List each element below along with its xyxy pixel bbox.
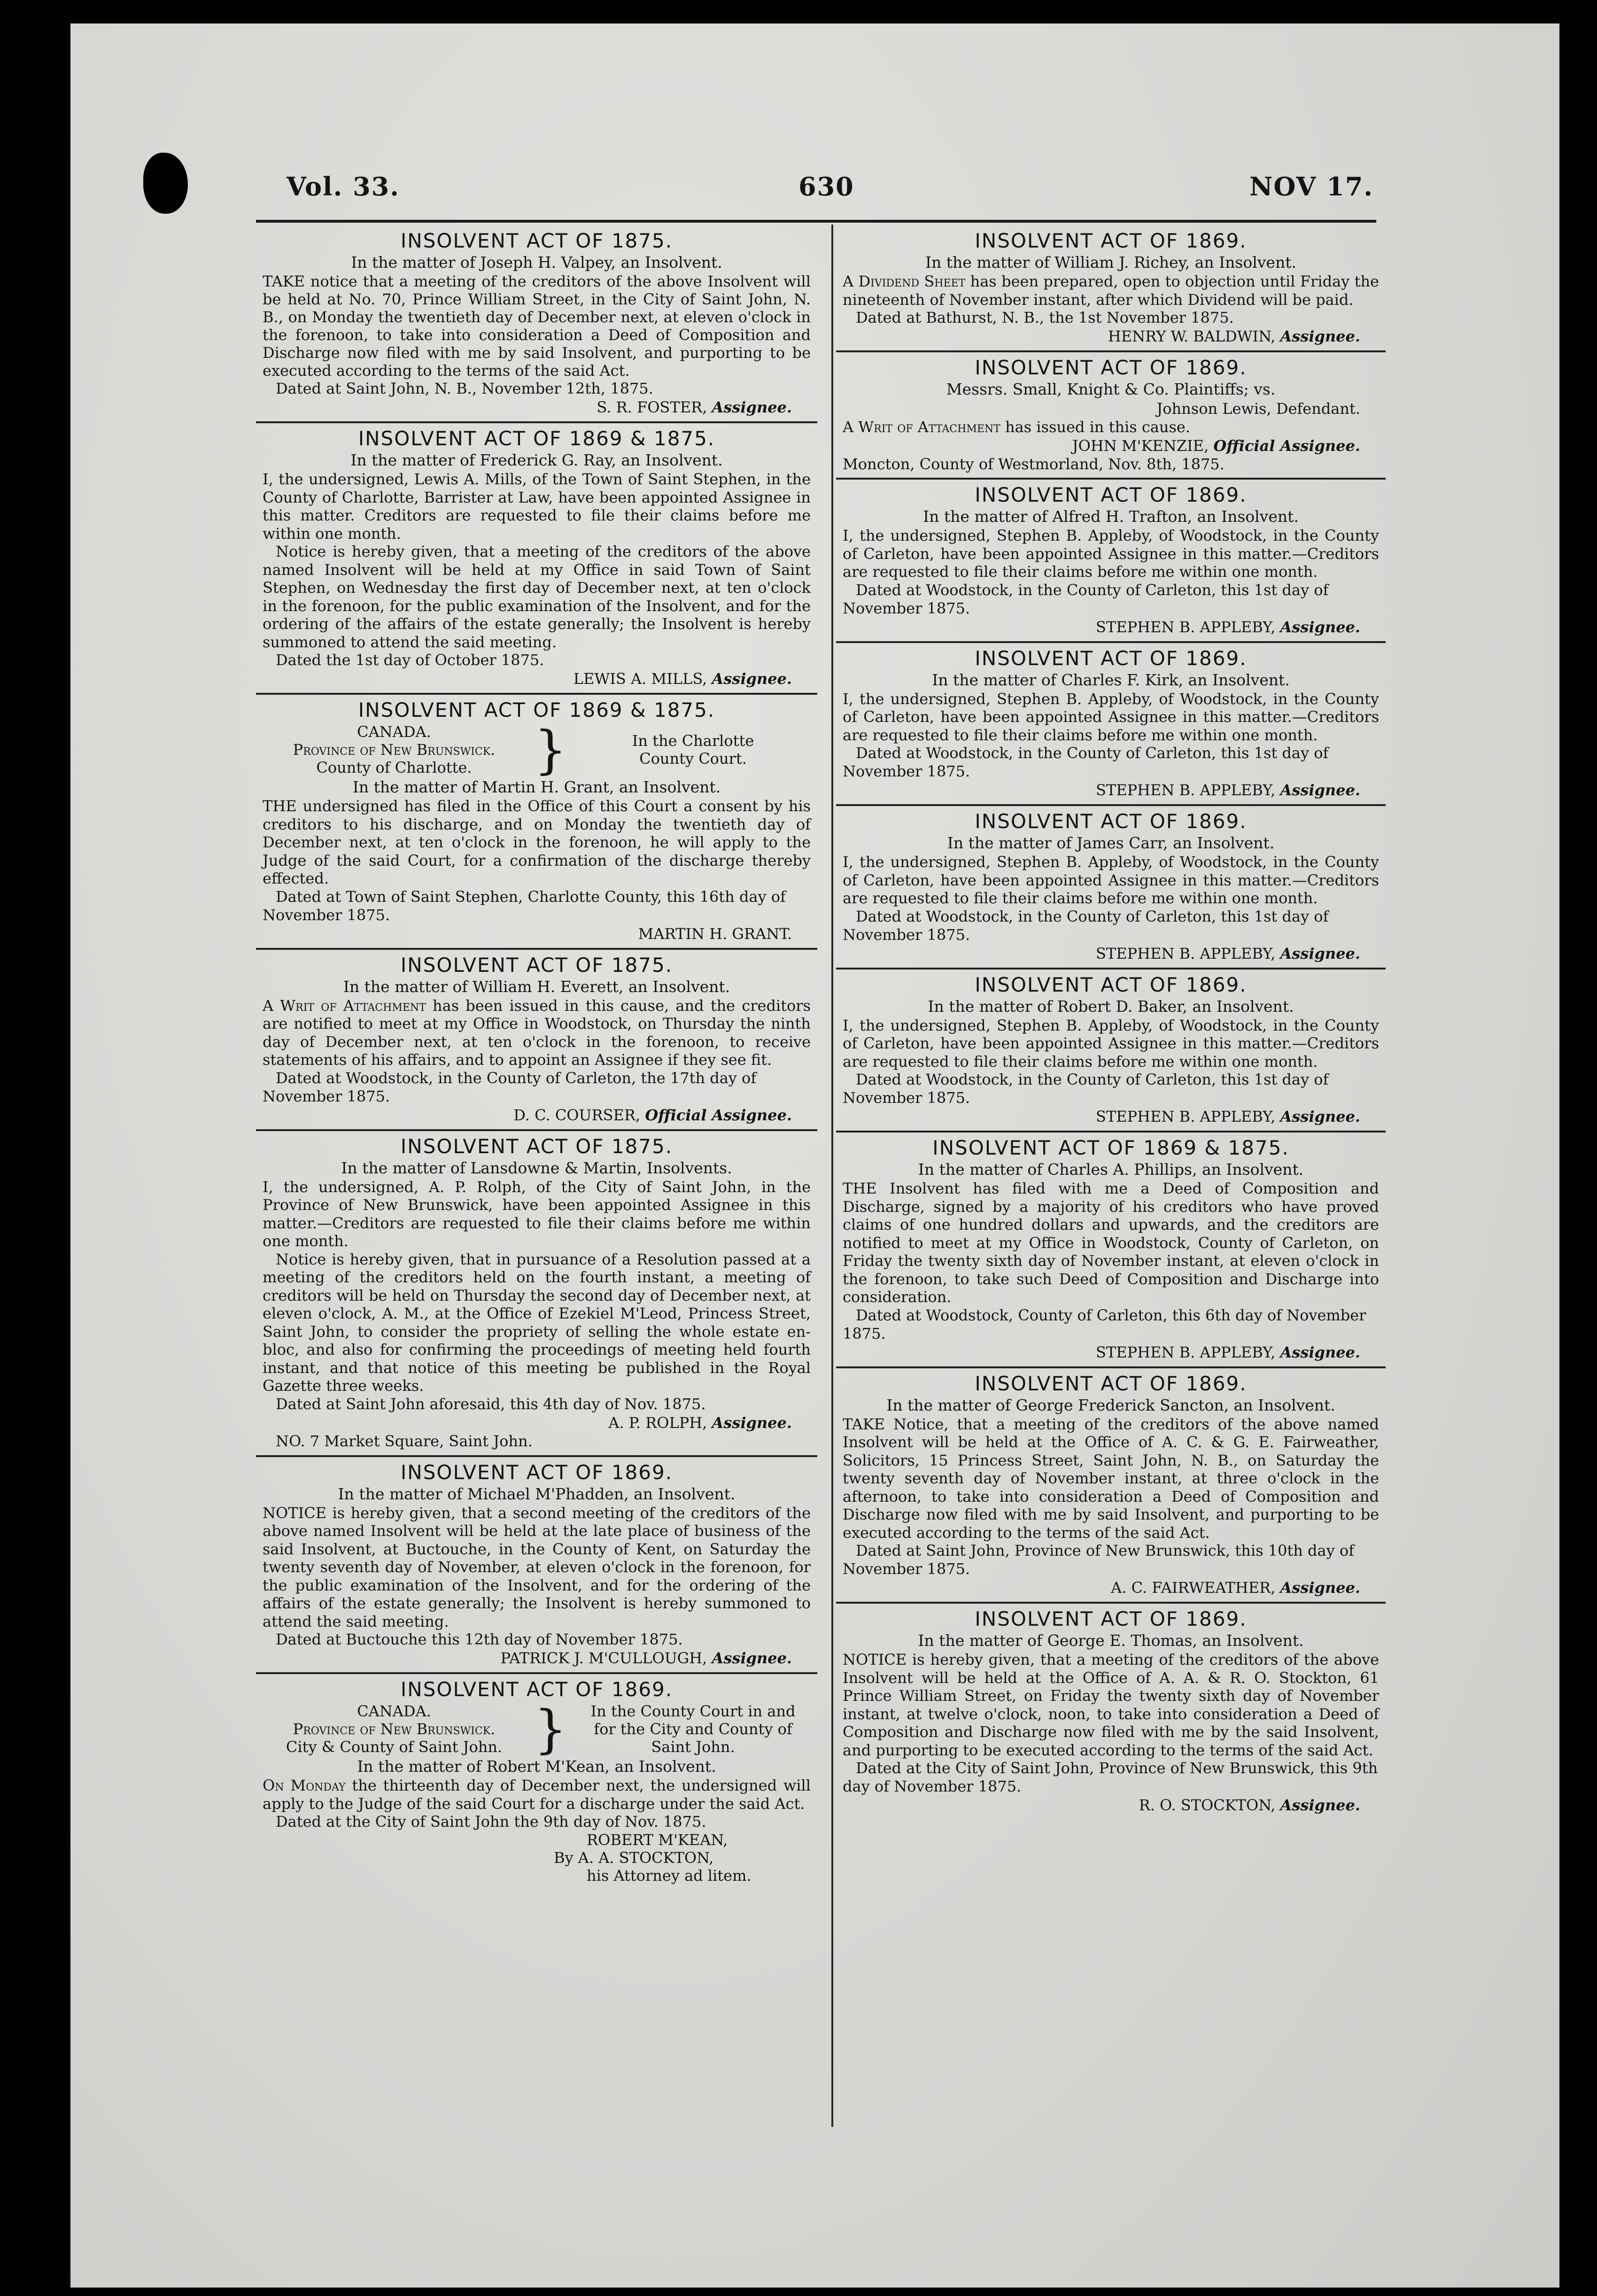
- notice-everett: [256, 950, 817, 1131]
- court-name: In the Charlotte: [632, 732, 754, 750]
- notice-text: NOTICE is hereby given, that a second meeting of the creditors of the above named Insolvent will be held at the late place of business of the said Insolvent, at Buctouche, in the County of Kent, on Saturday the twenty seventh day of November, at eleven o'clock in the forenoon, for the public examination of the Insolvent, and for the ordering of the affairs of the estate generally; the Insolvent is hereby summoned to attend the said meeting.: [263, 1504, 811, 1630]
- notice-matter: In the matter of James Carr, an Insolvent.: [947, 834, 1275, 852]
- notice-title: INSOLVENT ACT OF 1869.: [975, 356, 1247, 379]
- notice-title: INSOLVENT ACT OF 1869.: [975, 1372, 1247, 1395]
- notice-signature: STEPHEN B. APPLEBY, Assignee.: [1095, 781, 1360, 799]
- notice-dated: Dated at Saint John, N. B., November 12th, 1875.: [276, 380, 653, 397]
- notice-title: INSOLVENT ACT OF 1875.: [400, 229, 673, 252]
- binding-hole: [143, 153, 188, 214]
- notice-title: INSOLVENT ACT OF 1869.: [975, 1607, 1247, 1630]
- notice-dated: Dated at the City of Saint John, Province of New Brunswick, this 9th day of November 1875.: [843, 1759, 1378, 1795]
- notice-text: A Writ of Attachment has been issued in this cause, and the creditors are notified to meet at my Office in Woodstock, on Thursday the ninth day of December next, at ten o'clock in the forenoon, to receive statements of his affairs, and to appoint an Assignee if they see fit.: [263, 996, 811, 1069]
- notice-matter: In the matter of William H. Everett, an Insolvent.: [343, 977, 730, 996]
- notice-phillips: [836, 1132, 1386, 1368]
- notice-signature: R. O. STOCKTON, Assignee.: [1139, 1796, 1360, 1814]
- notice-text: THE undersigned has filed in the Office of this Court a consent by his creditors to his discharge, and on Monday the twentieth day of December next, at ten o'clock in the forenoon, he will apply to the Judge of the said Court, for a confirmation of the discharge thereby effected.: [263, 797, 811, 887]
- notice-mphadden: [256, 1457, 817, 1675]
- court-name: In the County Court in and: [590, 1702, 796, 1720]
- notice-signature: PATRICK J. M'CULLOUGH, Assignee.: [500, 1649, 792, 1667]
- notice-title: INSOLVENT ACT OF 1869.: [400, 1460, 673, 1484]
- notice-text: I, the undersigned, A. P. Rolph, of the City of Saint John, in the Province of New Brunswick, have been appointed Assignee in this matter.—Creditors are requested to file their claims before me within one month.: [263, 1178, 811, 1250]
- brace-glyph: }: [534, 720, 567, 780]
- notice-dated: Dated at Woodstock, County of Carleton, this 6th day of November 1875.: [843, 1306, 1366, 1342]
- notice-signature: D. C. COURSER, Official Assignee.: [513, 1106, 792, 1124]
- notice-matter: In the matter of Michael M'Phadden, an Insolvent.: [338, 1484, 736, 1503]
- court-name: Saint John.: [651, 1738, 735, 1756]
- notice-signature: [554, 1831, 811, 1885]
- notice-trafton: [836, 480, 1386, 643]
- notice-title: INSOLVENT ACT OF 1869.: [400, 1678, 673, 1701]
- notice-title: INSOLVENT ACT OF 1869.: [975, 483, 1247, 506]
- court-country: CANADA.: [357, 1702, 431, 1720]
- notice-matter: In the matter of Charles F. Kirk, an Insolvent.: [932, 670, 1290, 689]
- notice-signature: A. C. FAIRWEATHER, Assignee.: [1111, 1579, 1360, 1597]
- notice-text: I, the undersigned, Stephen B. Appleby, of Woodstock, in the County of Carleton, have been appointed Assignee in this matter.—Creditors are requested to file their claims before me within one month.: [843, 690, 1379, 744]
- notice-title: INSOLVENT ACT OF 1869.: [975, 646, 1247, 670]
- notice-valpey: [256, 225, 817, 423]
- notice-matter: In the matter of George Frederick Sancton, an Insolvent.: [886, 1396, 1335, 1414]
- signer-capacity: his Attorney ad litem.: [587, 1867, 752, 1885]
- notice-signature: LEWIS A. MILLS, Assignee.: [573, 670, 792, 688]
- notice-text: TAKE Notice, that a meeting of the creditors of the above named Insolvent will be held at the Office of A. C. & G. E. Fairweather, Solicitors, 15 Princess Street, Saint John, N. B., on Saturday the twenty seventh day of November instant, at three o'clock in the afternoon, to take into consideration a Deed of Composition and Discharge now filed with me by said Insolvent, and purporting to be executed according to the terms of the said Act.: [843, 1415, 1379, 1542]
- notice-signature: STEPHEN B. APPLEBY, Assignee.: [1095, 944, 1360, 962]
- header-rule: [256, 220, 1376, 223]
- notice-title: INSOLVENT ACT OF 1869 & 1875.: [932, 1136, 1289, 1159]
- notice-dated: Dated at Woodstock, in the County of Carleton, the 17th day of November 1875.: [263, 1069, 757, 1105]
- notice-signature: S. R. FOSTER, Assignee.: [597, 398, 792, 416]
- notice-text-2: Notice is hereby given, that a meeting of the creditors of the above named Insolvent will be held at my Office in said Town of Saint Stephen, on Wednesday the first day of December next, at ten o'clock in the forenoon, for the public examination of the Insolvent, and for the ordering of the affairs of the estate generally; the Insolvent is hereby summoned to attend the said meeting.: [263, 543, 811, 651]
- court-country: CANADA.: [357, 723, 431, 741]
- court-county: City & County of Saint John.: [286, 1738, 503, 1756]
- brace-glyph: }: [534, 1699, 567, 1759]
- notice-text: THE Insolvent has filed with me a Deed of Composition and Discharge, signed by a majority of his creditors who have proved claims of one hundred dollars and upwards, and the creditors are notified to meet at my Office in Woodstock, County of Carleton, on Friday the twenty sixth day of November instant, at eleven o'clock in the forenoon, to take such Deed of Composition and Discharge into consideration.: [843, 1179, 1379, 1306]
- notice-text: I, the undersigned, Stephen B. Appleby, of Woodstock, in the County of Carleton, have been appointed Assignee in this matter.—Creditors are requested to file their claims before me within one month.: [843, 527, 1379, 581]
- column-rule: [831, 225, 833, 2127]
- notice-sancton: [836, 1368, 1386, 1604]
- notice-address: NO. 7 Market Square, Saint John.: [276, 1432, 533, 1450]
- notice-text-2: Notice is hereby given, that in pursuance of a Resolution passed at a meeting of the creditors held on the fourth instant, a meeting of creditors will be held on Thursday the second day of December next, at eleven o'clock, A. M., at the Office of Ezekiel M'Leod, Princess Street, Saint John, to consider the propriety of selling the whole estate en-bloc, and also for confirming the proceedings of meeting held fourth instant, and that notice of this meeting be published in the Royal Gazette three weeks.: [263, 1250, 811, 1395]
- notice-mkean: [256, 1674, 817, 1889]
- notice-title: INSOLVENT ACT OF 1869.: [975, 810, 1247, 833]
- notice-signature: HENRY W. BALDWIN, Assignee.: [1108, 327, 1360, 345]
- notice-matter: In the matter of Martin H. Grant, an Insolvent.: [352, 778, 721, 796]
- volume-label: Vol. 33.: [287, 171, 400, 202]
- notice-title: INSOLVENT ACT OF 1869.: [975, 229, 1247, 252]
- notice-signature: STEPHEN B. APPLEBY, Assignee.: [1095, 1343, 1360, 1361]
- notice-matter: In the matter of Charles A. Phillips, an Insolvent.: [918, 1160, 1304, 1179]
- notice-dated: Dated at the City of Saint John the 9th day of Nov. 1875.: [276, 1813, 706, 1831]
- notice-matter: In the matter of George E. Thomas, an Insolvent.: [918, 1631, 1304, 1650]
- notice-text: A Writ of Attachment has issued in this cause.: [843, 418, 1191, 436]
- court-province: Province of New Brunswick.: [293, 1720, 496, 1738]
- issue-date: NOV 17.: [1249, 171, 1374, 202]
- notice-dated: Dated at Bathurst, N. B., the 1st November 1875.: [856, 309, 1234, 326]
- notice-signature: A. P. ROLPH, Assignee.: [608, 1413, 792, 1432]
- notice-parties: Messrs. Small, Knight & Co. Plaintiffs; vs.: [946, 380, 1276, 398]
- notice-text: A Dividend Sheet has been prepared, open to objection until Friday the nineteenth of November instant, after which Dividend will be paid.: [843, 272, 1379, 309]
- court-caption: [263, 1699, 811, 1759]
- notice-title: INSOLVENT ACT OF 1869 & 1875.: [358, 427, 715, 450]
- notice-signature: JOHN M'KENZIE, Official Assignee.: [1072, 436, 1360, 455]
- notice-text: I, the undersigned, Stephen B. Appleby, of Woodstock, in the County of Carleton, have been appointed Assignee in this matter.—Creditors are requested to file their claims before me within one month.: [843, 853, 1379, 907]
- signer-attorney: By A. A. STOCKTON,: [554, 1849, 714, 1867]
- notice-richey: [836, 225, 1386, 352]
- notice-title: INSOLVENT ACT OF 1869.: [975, 973, 1247, 996]
- right-column: [836, 225, 1386, 1819]
- notice-title: INSOLVENT ACT OF 1875.: [400, 1134, 673, 1158]
- notice-lansdowne-martin: [256, 1131, 817, 1457]
- notice-matter: In the matter of Frederick G. Ray, an Insolvent.: [350, 451, 723, 469]
- notice-dated: Dated at Saint John, Province of New Brunswick, this 10th day of November 1875.: [843, 1542, 1354, 1578]
- court-name: for the City and County of: [594, 1720, 792, 1738]
- notice-matter: In the matter of Robert D. Baker, an Insolvent.: [928, 997, 1294, 1016]
- notice-signature: STEPHEN B. APPLEBY, Assignee.: [1095, 1108, 1360, 1125]
- notice-dated: Dated the 1st day of October 1875.: [276, 651, 544, 669]
- page-number: 630: [798, 171, 854, 202]
- notice-text: I, the undersigned, Lewis A. Mills, of the Town of Saint Stephen, in the County of Charlotte, Barrister at Law, have been appointed Assignee in this matter. Creditors are requested to file their claims before me within one month.: [263, 470, 811, 543]
- notice-title: INSOLVENT ACT OF 1869 & 1875.: [358, 698, 715, 721]
- notice-thomas: [836, 1604, 1386, 1819]
- notice-text: TAKE notice that a meeting of the creditors of the above Insolvent will be held at No. 70, Prince William Street, in the City of Saint John, N. B., on Monday the twentieth day of December next, at eleven o'clock in the forenoon, to take into consideration a Deed of Composition and Discharge now filed with me by said Insolvent, and purporting to be executed according to the terms of the said Act.: [263, 272, 811, 380]
- notice-kirk: [836, 643, 1386, 807]
- notice-matter: In the matter of Robert M'Kean, an Insolvent.: [357, 1757, 716, 1776]
- notice-baker: [836, 970, 1386, 1133]
- notice-matter: In the matter of William J. Richey, an Insolvent.: [925, 253, 1296, 271]
- notice-dated: Dated at Woodstock, in the County of Carleton, this 1st day of November 1875.: [843, 907, 1329, 944]
- notice-matter: In the matter of Lansdowne & Martin, Insolvents.: [341, 1158, 732, 1177]
- notice-text: NOTICE is hereby given, that a meeting of the creditors of the above Insolvent will be held at the Office of A. A. & R. O. Stockton, 61 Prince William Street, on Friday the twenty sixth day of November instant, at twelve o'clock, noon, to take into consideration a Deed of Composition and Discharge now filed with me by the said Insolvent, and purporting to be executed according to the terms of the said Act.: [843, 1651, 1379, 1759]
- left-column: [256, 225, 817, 1889]
- notice-signature: MARTIN H. GRANT.: [638, 924, 792, 943]
- court-province: Province of New Brunswick.: [293, 741, 496, 759]
- notice-text: I, the undersigned, Stephen B. Appleby, of Woodstock, in the County of Carleton, have been appointed Assignee in this matter.—Creditors are requested to file their claims before me within one month.: [843, 1016, 1379, 1070]
- court-caption: [263, 720, 811, 780]
- notice-dated: Moncton, County of Westmorland, Nov. 8th, 1875.: [843, 455, 1225, 473]
- notice-dated: Dated at Buctouche this 12th day of November 1875.: [276, 1630, 683, 1648]
- court-name: County Court.: [639, 750, 747, 768]
- notice-dated: Dated at Woodstock, in the County of Carleton, this 1st day of November 1875.: [843, 1070, 1329, 1107]
- notice-parties: Johnson Lewis, Defendant.: [1156, 400, 1360, 418]
- notice-matter: In the matter of Joseph H. Valpey, an Insolvent.: [351, 253, 722, 271]
- notice-text: On Monday the thirteenth day of December next, the undersigned will apply to the Judge of the said Court for a discharge under the said Act.: [263, 1776, 811, 1813]
- notice-carr: [836, 806, 1386, 970]
- notice-title: INSOLVENT ACT OF 1875.: [400, 953, 673, 977]
- notice-ray: [256, 423, 817, 695]
- notice-signature: STEPHEN B. APPLEBY, Assignee.: [1095, 618, 1360, 636]
- notice-small-knight: [836, 352, 1386, 480]
- notice-grant: [256, 695, 817, 950]
- notice-dated: Dated at Saint John aforesaid, this 4th day of Nov. 1875.: [276, 1395, 706, 1413]
- notice-dated: Dated at Woodstock, in the County of Carleton, this 1st day of November 1875.: [843, 744, 1329, 780]
- notice-dated: Dated at Town of Saint Stephen, Charlotte County, this 16th day of November 1875.: [263, 887, 786, 924]
- signer-name: ROBERT M'KEAN,: [587, 1831, 728, 1849]
- notice-dated: Dated at Woodstock, in the County of Carleton, this 1st day of November 1875.: [843, 581, 1329, 617]
- notice-matter: In the matter of Alfred H. Trafton, an Insolvent.: [923, 507, 1299, 526]
- court-county: County of Charlotte.: [316, 759, 472, 776]
